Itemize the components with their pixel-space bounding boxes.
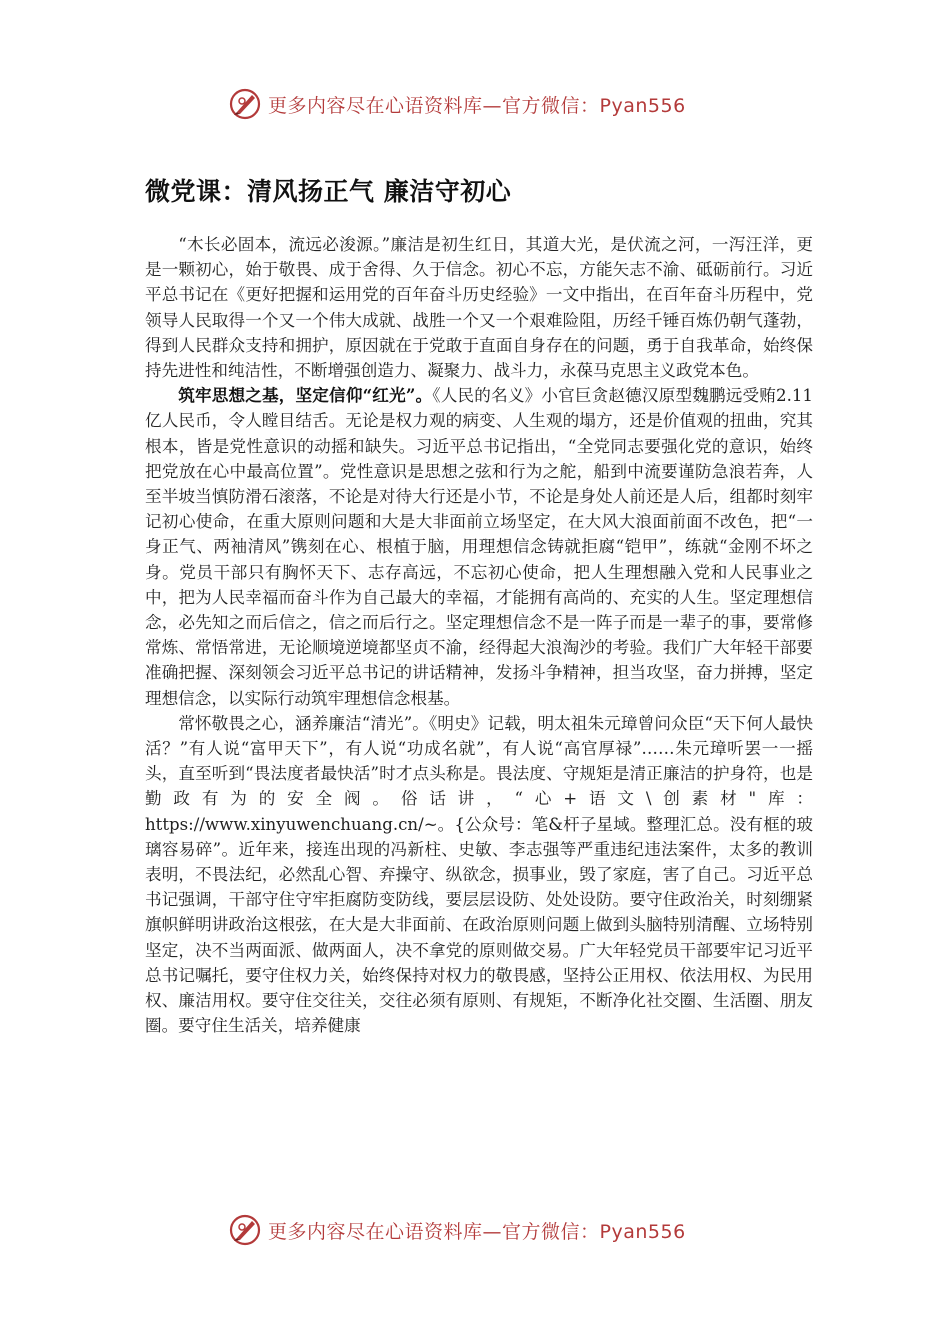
paragraph-2-text: 《人民的名义》小官巨贪赵德汉原型魏鹏远受贿2.11亿人民币，令人瞠目结舌。无论是权力观的病变、人生观的塌方，还是价值观的扭曲，究其根本，皆是党性意识的动摇和缺失。习近平总书记指出，“全党同志要强化党的意识，始终把党放在心中最高位置”。党性意识是思想之弦和行为之舵，船到中流要谨防急浪若奔，人至半坡当慎防滑石滚落，不论是对待大行还是小节，不论是身处人前还是人后，组都时刻牢记初心使命，在重大原则问题和大是大非面前立场坚定，在大风大浪面前面不改色，把“一身正气、两袖清风”镌刻在心、根植于脑，用理想信念铸就拒腐“铠甲”，练就“金刚不坏之身。党员干部只有胸怀天下、志存高远，不忘初心使命，把人生理想融入党和人民事业之中，把为人民幸福而奋斗作为自己最大的幸福，才能拥有高尚的、充实的人生。坚定理想信念，必先知之而后信之，信之而后行之。坚定理想信念不是一阵子而是一辈子的事，要常修常炼、常悟常进，无论顺境逆境都坚贞不渝，经得起大浪淘沙的考验。我们广大年轻干部要准确把握、深刻领会习近平总书记的讲话精神，发扬斗争精神，担当攻坚，奋力拼搏，坚定理想信念，以实际行动筑牢理想信念根基。 [145,386,813,708]
header-banner [228,84,748,124]
banner-text: 更多内容尽在心语资料库—官方微信：Pyan556 [268,94,686,117]
pen-logo-icon [228,87,262,121]
paragraph-3 [145,711,813,1039]
banner-text: 更多内容尽在心语资料库—官方微信：Pyan556 [268,1220,686,1243]
paragraph-1 [145,232,813,383]
article-title: 微党课：清风扬正气 廉洁守初心 [145,177,512,206]
paragraph-2 [145,383,813,711]
pen-logo-icon [228,1213,262,1247]
paragraph-2-lead: 筑牢思想之基，坚定信仰“红光”。 [178,385,433,406]
footer-banner [228,1210,748,1250]
paragraph-3-text: 常怀敬畏之心，涵养廉洁“清光”。《明史》记载，明太祖朱元璋曾问众臣“天下何人最快活？”有人说“富甲天下”，有人说“功成名就”，有人说“高官厚禄”……朱元璋听罢一一摇头，直至听到“畏法度者最快活”时才点头称是。畏法度、守规矩是清正廉洁的护身符，也是勤政有为的安全阀。俗话讲，“心+语文\创素材"库：https://www.xinyuwenchuang.cn/~。{公众号：笔&杆子星域。整理汇总。没有框的玻璃容易碎”。近年来，接连出现的冯新柱、史敏、李志强等严重违纪违法案件，太多的教训表明，不畏法纪，必然乱心智、弃操守、纵欲念，损事业，毁了家庭，害了自己。习近平总书记强调，干部守住守牢拒腐防变防线，要层层设防、处处设防。要守住政治关，时刻绷紧旗帜鲜明讲政治这根弦，在大是大非面前、在政治原则问题上做到头脑特别清醒、立场特别坚定，决不当两面派、做两面人，决不拿党的原则做交易。广大年轻党员干部要牢记习近平总书记嘱托，要守住权力关，始终保持对权力的敬畏感，坚持公正用权、依法用权、为民用权、廉洁用权。要守住交往关，交往必须有原则、有规矩，不断净化社交圈、生活圈、朋友圈。要守住生活关，培养健康 [145,713,813,1036]
paragraph-1-text: “木长必固本，流远必浚源。”廉洁是初生红日，其道大光，是伏流之河，一泻汪洋，更是一颗初心，始于敬畏、成于舍得、久于信念。初心不忘，方能矢志不渝、砥砺前行。习近平总书记在《更好把握和运用党的百年奋斗历史经验》一文中指出，在百年奋斗历程中，党领导人民取得一个又一个伟大成就、战胜一个又一个艰难险阻，历经千锤百炼仍朝气蓬勃，得到人民群众支持和拥护，原因就在于党敢于直面自身存在的问题，勇于自我革命，始终保持先进性和纯洁性，不断增强创造力、凝聚力、战斗力，永葆马克思主义政党本色。 [145,235,813,381]
article-body [145,232,813,1039]
